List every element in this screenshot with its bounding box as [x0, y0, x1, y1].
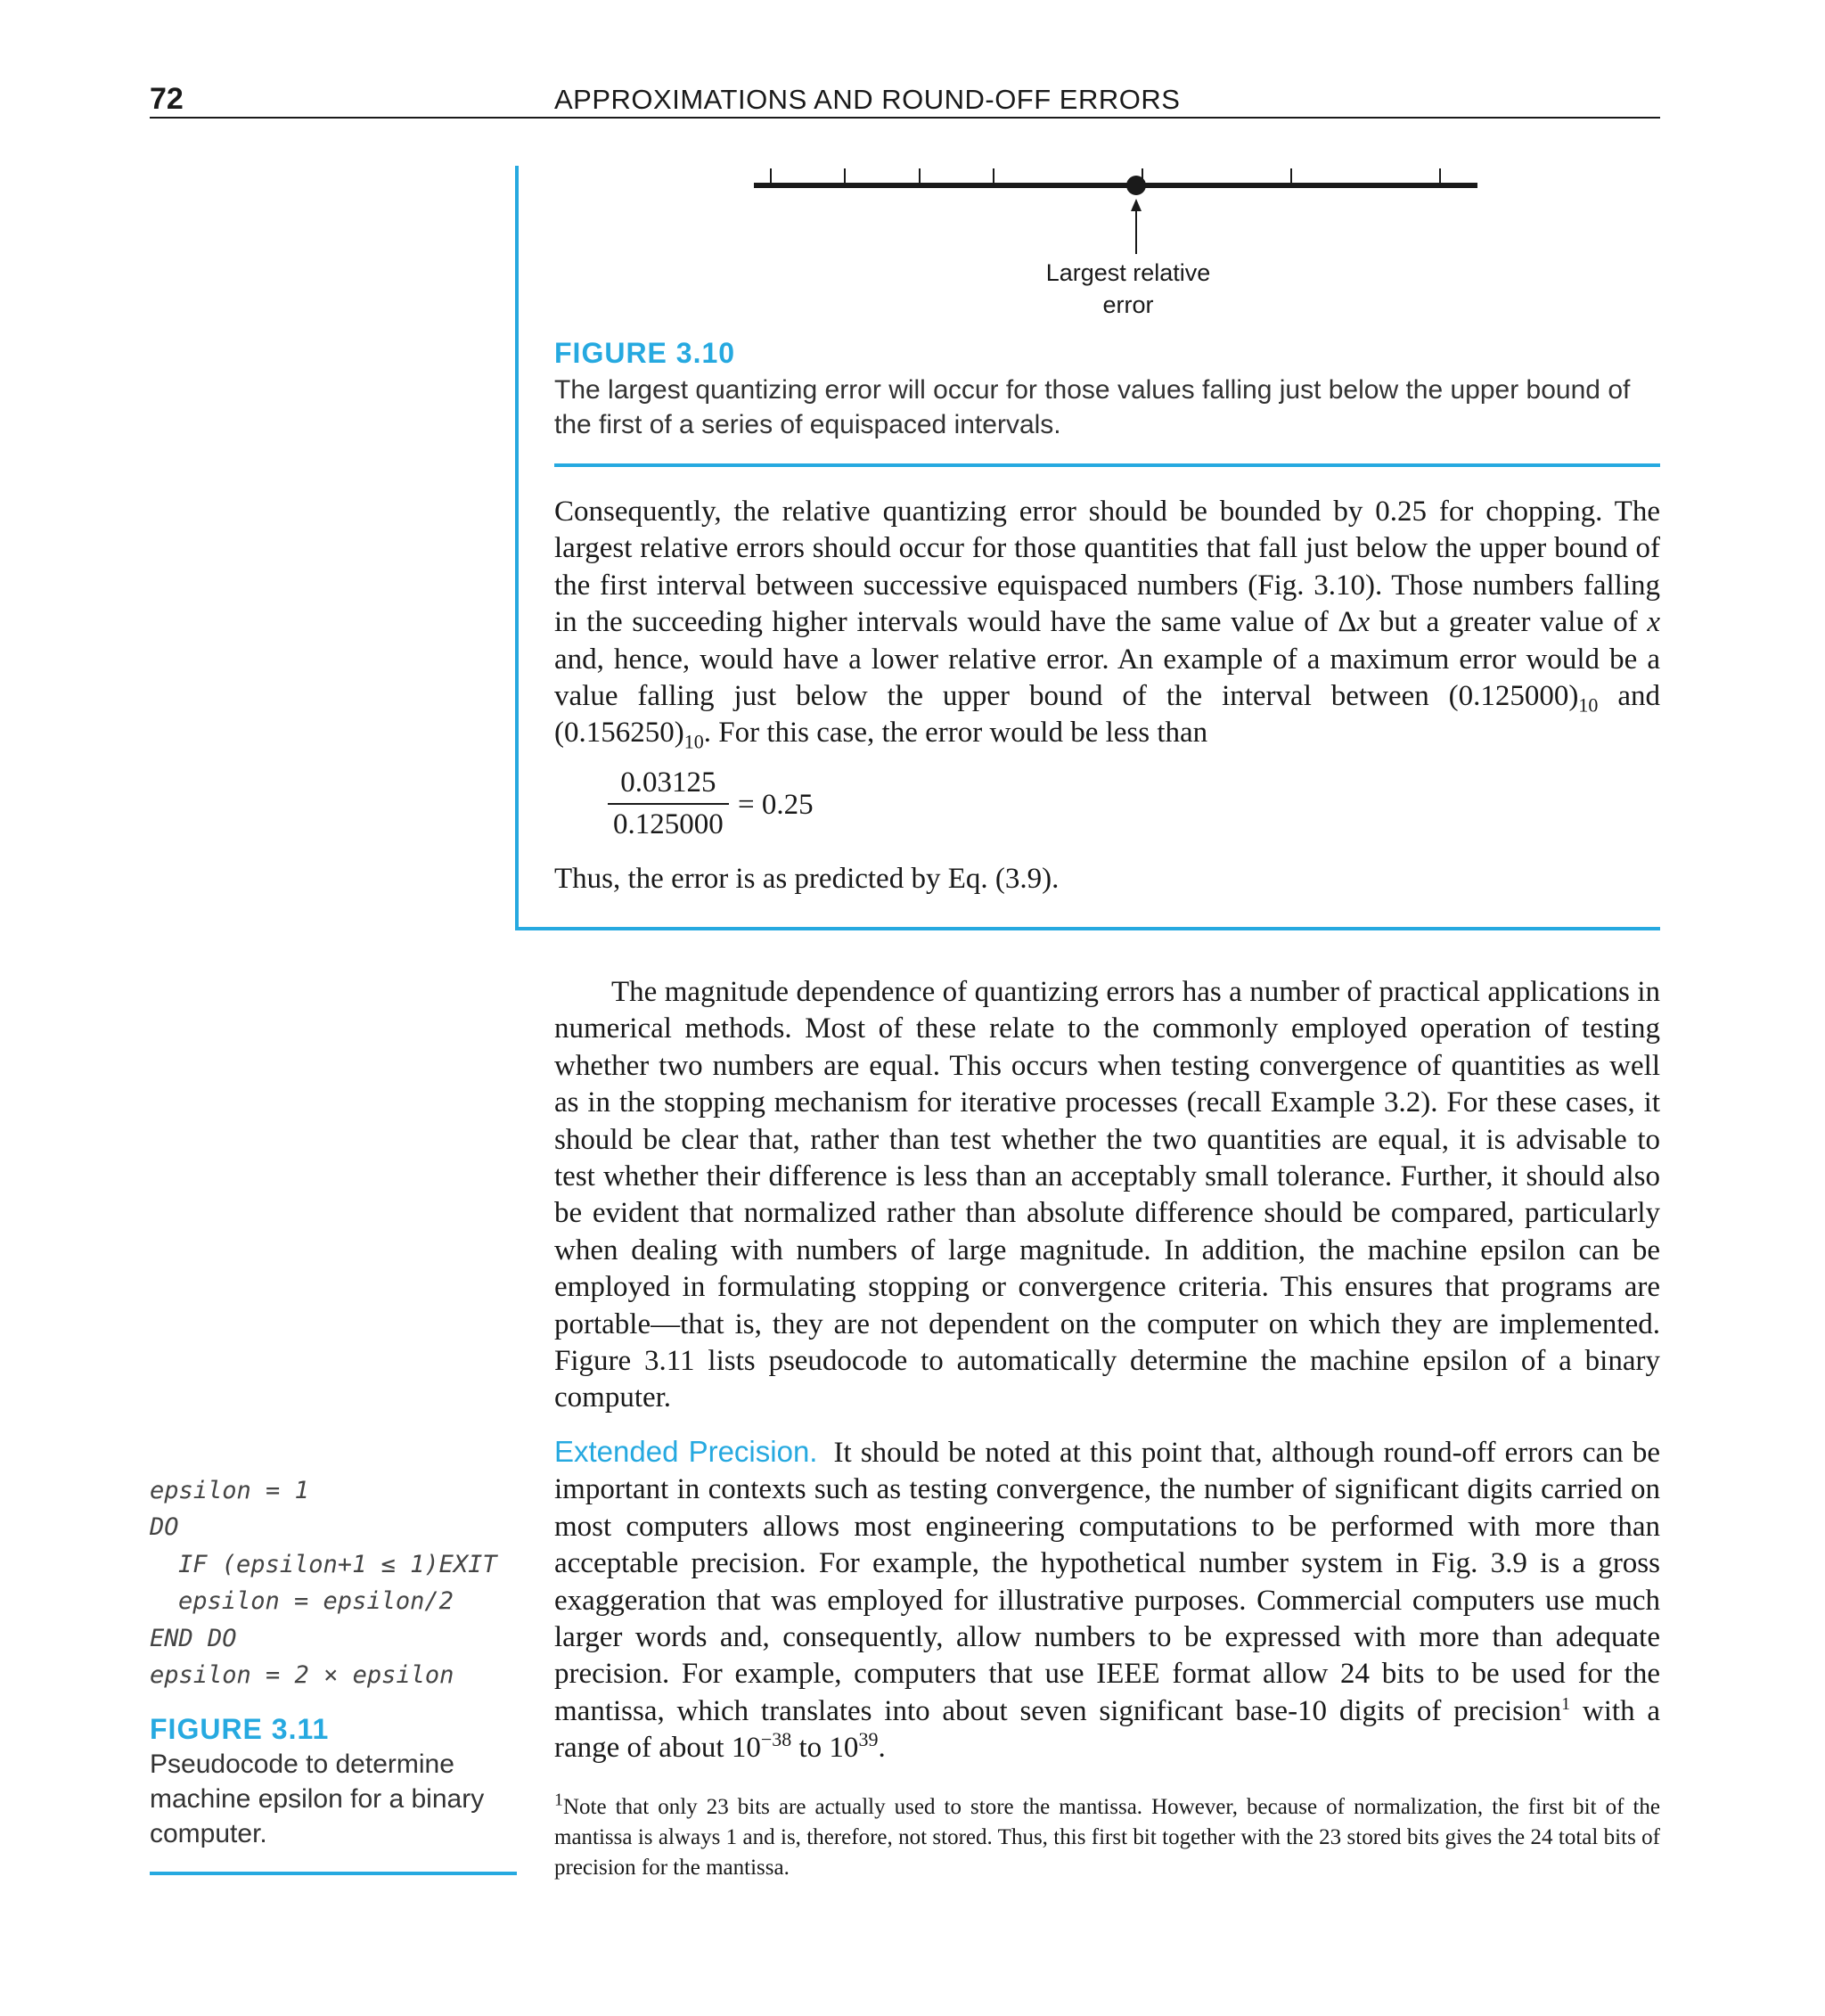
- header-rule: [150, 117, 1660, 119]
- code-line: epsilon = 2 × epsilon: [150, 1661, 454, 1690]
- code-line: END DO: [150, 1624, 237, 1652]
- box-bottom-rule: [515, 927, 1660, 930]
- figure-3-10-caption: The largest quantizing error will occur for those values falling just below the upper bound of the first of a series of equispaced intervals.: [554, 375, 1631, 439]
- main-paragraph: The magnitude dependence of quantizing errors has a number of practical applications in numerical methods. Most of these relate to the commonly employed operation of testing whether two numbers are equal. This occurs when testing convergence of quantities as well as in the stopping mechanism for iterative processes (recall Example 3.2). For these cases, it should be clear that, rather than test whether the two quantities are equal, it is advisable to test whether their difference is less than an acceptably small tolerance. Further, it should also be evident that normalized rather than absolute difference should be compared, particularly when dealing with numbers of large magnitude. In addition, the machine epsilon can be employed in formulating stopping or convergence criteria. This ensures that programs are portable—that is, they are not dependent on the computer on which they are implemented. Figure 3.11 lists pseudocode to automatically determine the machine epsilon of a binary computer.: [554, 976, 1660, 1414]
- pointer-label-line: Largest relative: [1045, 259, 1211, 286]
- pseudocode-block: [150, 1472, 497, 1693]
- code-line: DO: [150, 1513, 179, 1542]
- extended-precision-heading: Extended Precision.: [554, 1435, 818, 1468]
- extended-precision-paragraph: Extended Precision. It should be noted at this point that, although round-off errors can be important in contexts such as testing convergence, the number of significant digits carried on most computers allows most engineering computations to be performed with more than acceptable precision. For example, the hypothetical number system in Fig. 3.9 is a gross exaggeration that was employed for illustrative purposes. Commercial computers use much larger words and, consequently, allow numbers to be expressed with more than adequate precision. For example, computers that use IEEE format allow 24 bits to be used for the mantissa, which translates into about seven significant base-10 digits of precision$^1$ with a range of about $10^{-38}$ to $10^{39}$.: [554, 1435, 1660, 1765]
- figure-3-11-rule: [150, 1872, 517, 1875]
- figure-3-10-pointer-label: [950, 257, 1306, 321]
- code-line: epsilon = 1: [150, 1477, 309, 1504]
- fraction-result: = 0.25: [738, 789, 814, 821]
- figure-3-10-number-line: [731, 156, 1497, 263]
- box-divider-rule: [554, 463, 1660, 467]
- running-head: APPROXIMATIONS AND ROUND-OFF ERRORS: [554, 84, 1181, 115]
- fraction-numerator: 0.03125: [620, 766, 716, 799]
- fraction-denominator: 0.125000: [613, 808, 724, 840]
- box-conclusion: Thus, the error is as predicted by Eq. (3.9).: [554, 863, 1060, 895]
- arrow-up-icon: [1131, 199, 1142, 211]
- pointer-label-line: error: [1102, 291, 1154, 318]
- footnote-ref: 1: [1561, 1693, 1571, 1714]
- code-line: epsilon = epsilon/2: [178, 1587, 454, 1616]
- largest-error-point: [1126, 176, 1146, 195]
- box-left-rule: [515, 166, 519, 930]
- box-paragraph: Consequently, the relative quantizing error should be bounded by 0.25 for chopping. The largest relative errors should occur for those quantities that fall just below the upper bound of the first interval between successive equispaced numbers (Fig. 3.10). Those numbers falling in the succeeding higher intervals would have the same value of Δx but a greater value of x and, hence, would have a lower relative error. An example of a maximum error would be a value falling just below the upper bound of the interval between $(0.125000)_{10}$ and $(0.156250)_{10}$. For this case, the error would be less than: [554, 496, 1660, 754]
- footnote: $^1$Note that only 23 bits are actually used to store the mantissa. However, because of normalization, the first bit of the mantissa is always 1 and is, therefore, not stored. Thus, this first bit together with the 23 stored bits gives the 24 total bits of precision for the mantissa.: [554, 1790, 1660, 1880]
- figure-3-10-label: FIGURE 3.10: [554, 337, 736, 369]
- figure-3-11-caption: Pseudocode to determine machine epsilon for a binary computer.: [150, 1750, 485, 1848]
- error-fraction: [608, 766, 729, 841]
- page-number: 72: [150, 82, 184, 116]
- fraction-bar: [608, 803, 729, 805]
- code-line: IF (epsilon+1 ≤ 1)EXIT: [178, 1550, 497, 1578]
- figure-3-11-label: FIGURE 3.11: [150, 1713, 330, 1745]
